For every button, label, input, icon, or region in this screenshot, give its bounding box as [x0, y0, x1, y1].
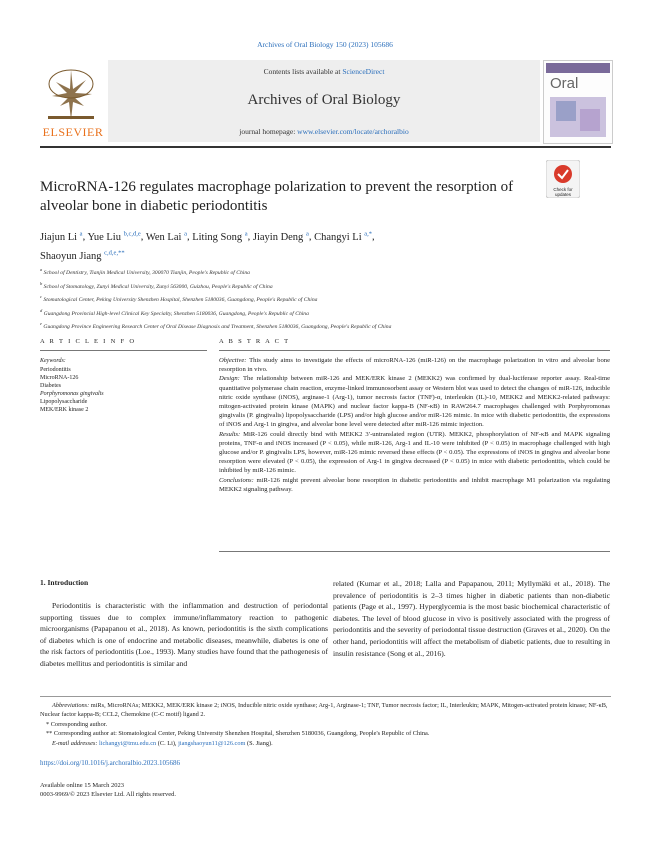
intro-paragraph: Periodontitis is characteristic with the inflammation and destruction of periodontal supporting tissues due to complex immune/inflammatory reaction to pathogenic microorganisms (Papapanou et al., 2018). As known, periodontitis is the sixth complications of diabetes which is one of endocrine and metabolic diseases, meanwhile, diabetes is one of the risk factors of periodontitis (Loe., 1993). Many studies have found that the pathogenesis of diabetes mellitus and periodontitis is similar and: [40, 601, 328, 668]
affiliation: $^a$ School of Dentistry, Tianjin Medical University, 300070 Tianjin, People's Republic of China: [40, 267, 250, 276]
publisher-name: ELSEVIER: [42, 125, 104, 139]
affiliations: [40, 265, 600, 333]
keywords-label: Keywords:: [40, 358, 66, 364]
intro-column-1: [40, 600, 328, 670]
corresponding-author-2: ** Corresponding author at: Stomatological Center, Peking University Shenzhen Hospital, Shenzhen 5180036, Guangdong, People's Republic of China.: [46, 730, 430, 738]
footnote-rule: [40, 696, 611, 697]
cover-title: Oral: [550, 75, 579, 92]
email-link[interactable]: jiangshaoyun11@126.com: [178, 739, 246, 747]
homepage-prefix: journal homepage:: [239, 127, 298, 136]
author[interactable]: Liting Song $^a$: [192, 230, 248, 243]
corresponding-author-1: * Corresponding author.: [46, 720, 108, 728]
affiliation: $^b$ School of Stomatology, Zunyi Medical University, Zunyi 563000, Guizhou, People's Republic of China: [40, 280, 273, 290]
available-online: Available online 15 March 2023: [40, 782, 124, 789]
affiliation: $^d$ Guangdong Provincial High-level Clinical Key Specialty, Shenzhen 5180036, Guangdong, People's Republic of China: [40, 307, 309, 317]
affiliation: $^c$ Stomatological Center, Peking University Shenzhen Hospital, Shenzhen 5180036, Guangdong, People's Republic of China: [40, 294, 318, 303]
abstract-heading: A B S T R A C T: [219, 338, 290, 345]
doi-link[interactable]: https://doi.org/10.1016/j.archoralbio.2023.105686: [40, 759, 181, 767]
abstract-rule-top: [219, 350, 610, 351]
article-info-heading: A R T I C L E I N F O: [40, 338, 136, 345]
introduction-heading: 1. Introduction: [40, 578, 89, 587]
abstract-rule-bottom: [219, 551, 610, 552]
homepage-link[interactable]: www.elsevier.com/locate/archoralbio: [297, 127, 409, 136]
author[interactable]: Jiajun Li $^a$: [40, 230, 83, 243]
copyright: 0003-9969/© 2023 Elsevier Ltd. All rights reserved.: [40, 791, 176, 798]
keyword: MEK/ERK kinase 2: [40, 407, 89, 413]
affiliation: $^e$ Guangdong Province Engineering Research Center of Oral Disease Diagnosis and Treatment, Shenzhen 5180036, Guangdong, People's Republic of China: [40, 321, 392, 331]
keyword: Diabetes: [40, 383, 61, 389]
contents-prefix: Contents lists available at: [263, 67, 343, 76]
author[interactable]: Wen Lai $^a$: [145, 230, 187, 243]
author-list: Jiajun Li $^a$, Yue Liu $^{b,c,d,e}$, Wen Lai $^a$, Liting Song $^a$, Jiayin Deng $^a$, Changyi Li $^{a,*}$, Shaoyun Jiang $^{c,d,e,**}$: [40, 230, 375, 262]
contents-line: [108, 67, 540, 76]
article-title: MicroRNA-126 regulates macrophage polarization to prevent the resorption of alveolar bone in diabetic periodontitis: [40, 179, 514, 214]
check-updates-label: Check for updates: [553, 187, 573, 197]
keyword: MicroRNA-126: [40, 375, 79, 381]
abstract-objective: Objective: This study aims to investigate the effects of microRNA-126 (miR-126) on the macrophage polarization in vitro and alveolar bone resorption in vivo.: [219, 357, 610, 374]
header-rule: [40, 146, 611, 148]
article-info-rule: [40, 350, 207, 351]
sciencedirect-link[interactable]: ScienceDirect: [342, 67, 385, 76]
check-for-updates-badge[interactable]: [546, 160, 580, 198]
publication-info: [40, 781, 176, 799]
journal-reference[interactable]: Archives of Oral Biology 150 (2023) 105686: [257, 40, 393, 49]
keyword: Periodontitis: [40, 367, 71, 373]
abstract-conclusions: Conclusions: miR-126 might prevent alveolar bone resorption in diabetic periodontitis and inhibit macrophage M1 polarization via regulating MEKK2 signaling pathway.: [219, 476, 611, 493]
author[interactable]: Jiayin Deng $^a$: [252, 230, 309, 243]
abstract-results: Results: MiR-126 could directly bind with MEKK2 3′-untranslated region (UTR). MEKK2, phosphorylation of NF-κB and MAPK signaling proteins, TNF-α and iNOS increased (P < 0.05), while miR-126, Arg-1 and IL-10 were inhibited (P < 0.05) in macrophage challenged with high glucose and/or P. gingivalis LPS, however, miR-126 mimic reversed these effects (P < 0.05). The expressions of iNOS in gingiva and alveolar bone resorption were elevated (P < 0.05), the expression of Arg-1 in gingiva decreased (P < 0.05) in mice with diabetic periodontitis, which could be inhibited by miR-126 mimic.: [219, 430, 610, 475]
abbreviations: Abbreviations: miRs, MicroRNAs; MEKK2, MEK/ERK kinase 2; iNOS, Inducible nitric oxide synthase; Arg-1, Arginase-1; TNF, Tumor necrosis factor; IL, Interleukin; MAPK, Mitogen-activated protein kinase; NF-κB, Nuclear factor kappa-B; CCL2, Chemokine (C-C motif) ligand 2.: [40, 702, 608, 719]
homepage-line: [108, 127, 540, 136]
abstract-design: Design: The relationship between miR-126 and MEK/ERK kinase 2 (MEKK2) was confirmed by dual-luciferase reporter assay. Real-time quantitative polymerase chain reaction, enzyme-linked immunosorbent assay or Western blot was used to detect the changes of miR-126, inducible nitric oxide synthase (iNOS), arginase-1 (Arg-1), tumor necrosis factor (TNF)-α, interleukin (IL)-10, MEKK2 and MEKK2-related pathways: mitogen-activated protein kinase (MAPK) and nuclear factor kappa-B (NF-κB) in RAW264.7 macrophages challenged with Porphyromonas gingivalis (P. gingivalis) lipopolysaccharide (LPS) and/or high glucose and/or miR-126 mimic. In mice with diabetic periodontitis, the expressions of iNOS and Arg-1 in gingiva, and alveolar bone level were detected after miR-126 mimic injection.: [219, 375, 610, 429]
journal-cover: [543, 60, 613, 144]
email-addresses: E-mail addresses: lichangyi@tmu.edu.cn (C. Li), jiangshaoyun11@126.com (S. Jiang).: [52, 739, 273, 747]
intro-column-2: [333, 578, 610, 659]
elsevier-tree-logo: [40, 62, 102, 124]
author[interactable]: Changyi Li $^{a,*}$: [314, 230, 373, 243]
abstract-body: [219, 356, 610, 494]
keyword-list: [40, 366, 104, 414]
intro-paragraph: related (Kumar et al., 2018; Lalla and Papapanou, 2011; Myllymäki et al., 2018). The prevalence of periodontitis is 2–3 times higher in diabetic patients than non-diabetic patients (Page et al., 1997). Hyperglycemia is the most basic biochemical characteristic of diabetes. The level of blood glucose in vivo is positively associated with the progress of periodontitis and the severity of periodontal tissue destruction (Graves et al., 2020). On the other hand, periodontitis will affect the metabolism of diabetic patients, due to resulting in insulin resistance (Song et al., 2016).: [333, 579, 610, 658]
keyword: Porphyromonas gingivalis: [40, 391, 104, 397]
keyword: Lipopolysaccharide: [40, 399, 88, 405]
journal-name: Archives of Oral Biology: [247, 92, 401, 108]
footnotes: [40, 701, 611, 748]
author[interactable]: Yue Liu $^{b,c,d,e}$: [87, 230, 141, 243]
author[interactable]: Shaoyun Jiang $^{c,d,e,**}$: [40, 249, 125, 262]
email-link[interactable]: lichangyi@tmu.edu.cn: [99, 739, 157, 747]
